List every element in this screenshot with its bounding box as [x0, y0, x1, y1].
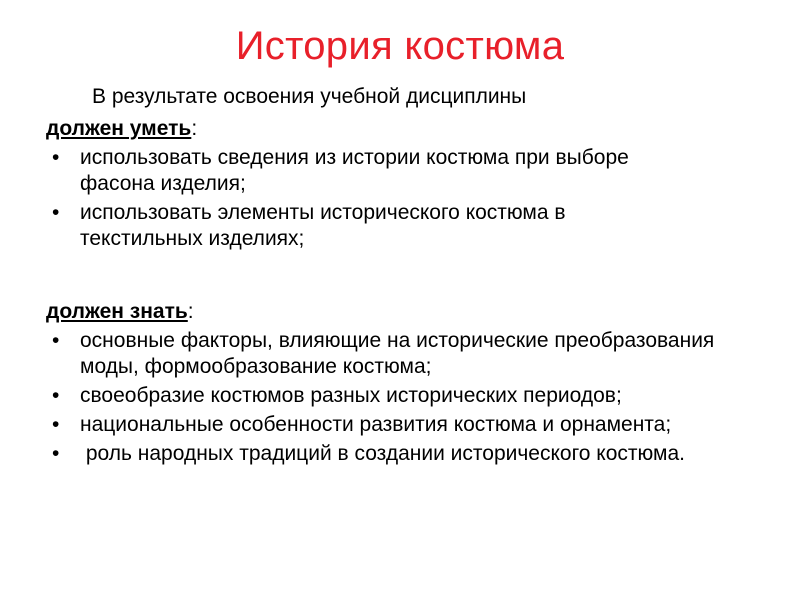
skills-heading-colon: : — [191, 117, 198, 140]
knowledge-item-text: национальные особенности развития костюма и орнамента; — [80, 413, 672, 436]
list-item — [52, 412, 772, 438]
list-item — [52, 200, 752, 252]
skills-item-text: использовать сведения из истории костюма при выборе фасона изделия; — [80, 146, 629, 195]
skills-list — [52, 145, 752, 255]
list-item — [52, 145, 752, 197]
intro-text: В результате освоения учебной дисциплины — [92, 85, 527, 108]
list-item — [52, 328, 772, 380]
slide-title: История костюма — [235, 24, 565, 68]
knowledge-item-text: своеобразие костюмов разных исторических периодов; — [80, 384, 622, 407]
skills-heading-label: должен уметь — [46, 117, 192, 140]
bullet-icon: • — [52, 329, 60, 352]
bullet-icon: • — [52, 442, 60, 465]
knowledge-heading-colon: : — [187, 300, 194, 323]
list-item — [52, 383, 772, 409]
skills-item-text: использовать элементы исторического костюма в текстильных изделиях; — [80, 201, 566, 250]
knowledge-heading — [46, 299, 194, 325]
bullet-icon: • — [52, 413, 60, 436]
list-item — [52, 441, 772, 467]
bullet-icon: • — [52, 384, 60, 407]
knowledge-item-text: основные факторы, влияющие на исторические преобразования моды, формообразование костюма; — [80, 329, 715, 378]
knowledge-heading-label: должен знать — [46, 300, 188, 323]
skills-heading — [46, 116, 197, 142]
knowledge-item-text: роль народных традиций в создании исторического костюма. — [80, 442, 685, 465]
knowledge-list — [52, 328, 772, 470]
bullet-icon: • — [52, 201, 60, 224]
bullet-icon: • — [52, 146, 60, 169]
